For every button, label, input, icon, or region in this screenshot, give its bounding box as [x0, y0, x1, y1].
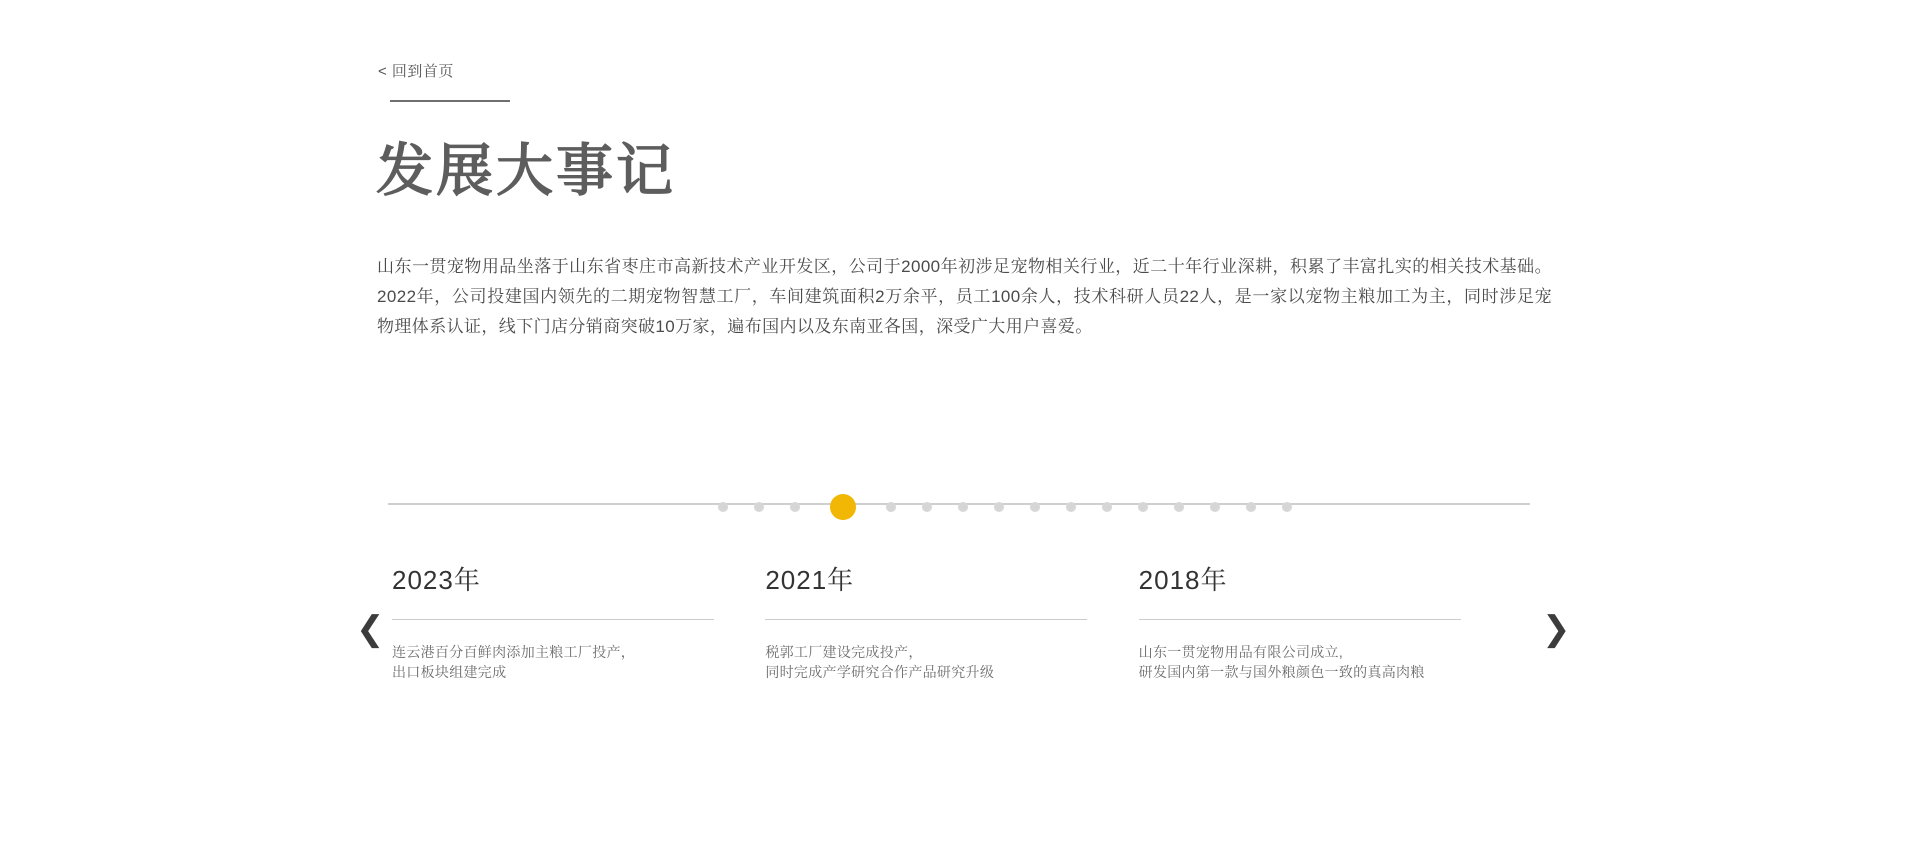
milestone-description-line: 研发国内第一款与国外粮颜色一致的真高肉粮: [1138, 664, 1425, 680]
intro-paragraph: 山东一贯宠物用品坐落于山东省枣庄市高新技术产业开发区，公司于2000年初涉足宠物相关行业，近二十年行业深耕，积累了丰富扎实的相关技术基础。2022年，公司投建国内领先的二期宠物智慧工厂，车间建筑面积2万余平，员工100余人，技术科研人员22人，是一家以宠物主粮加工为主，同时涉足宠物理体系认证，线下门店分销商突破10万家，遍布国内以及东南亚各国，深受广大用户喜爱。: [377, 257, 1552, 336]
milestone-year: 2021年: [765, 565, 855, 595]
milestone-card: [1139, 560, 1512, 682]
milestone-year: 2023年: [392, 565, 481, 595]
milestone-card: [765, 560, 1138, 682]
milestone-description: [765, 642, 1138, 682]
timeline-dot[interactable]: [1210, 502, 1220, 512]
milestone-description-line: 出口板块组建完成: [392, 664, 507, 680]
timeline: [388, 500, 1530, 530]
timeline-dot[interactable]: [958, 502, 968, 512]
milestone-description-line: 山东一贯宠物用品有限公司成立,: [1138, 644, 1344, 660]
timeline-dot[interactable]: [994, 502, 1004, 512]
timeline-dot[interactable]: [886, 502, 896, 512]
prev-arrow-icon[interactable]: ❮: [356, 610, 385, 648]
timeline-dot[interactable]: [718, 502, 728, 512]
timeline-dot[interactable]: [1138, 502, 1148, 512]
timeline-dot[interactable]: [1246, 502, 1256, 512]
timeline-dot-active[interactable]: [830, 494, 856, 520]
timeline-dot[interactable]: [1102, 502, 1112, 512]
milestone-divider: [1139, 619, 1461, 620]
timeline-dots: [718, 494, 1292, 520]
timeline-dot[interactable]: [922, 502, 932, 512]
milestone-description-line: 税郭工厂建设完成投产，: [765, 644, 923, 660]
milestone-card: [392, 560, 765, 682]
milestone-year: 2018年: [1138, 565, 1228, 595]
milestone-description-line: 同时完成产学研究合作产品研究升级: [765, 664, 995, 680]
milestone-divider: [392, 619, 714, 620]
milestone-description: [392, 642, 765, 682]
timeline-dot[interactable]: [1282, 502, 1292, 512]
back-to-home-link[interactable]: < 回到首页: [378, 63, 454, 80]
milestone-divider: [765, 619, 1087, 620]
timeline-dot[interactable]: [754, 502, 764, 512]
timeline-dot[interactable]: [790, 502, 800, 512]
page-title: 发展大事记: [376, 139, 676, 203]
milestone-cards: [392, 560, 1512, 682]
timeline-dot[interactable]: [1030, 502, 1040, 512]
milestone-description: [1139, 642, 1512, 682]
next-arrow-icon[interactable]: ❯: [1542, 610, 1571, 648]
back-link-underline: [390, 100, 510, 102]
timeline-dot[interactable]: [1066, 502, 1076, 512]
timeline-dot[interactable]: [1174, 502, 1184, 512]
milestone-description-line: 连云港百分百鲜肉添加主粮工厂投产，: [392, 644, 636, 660]
